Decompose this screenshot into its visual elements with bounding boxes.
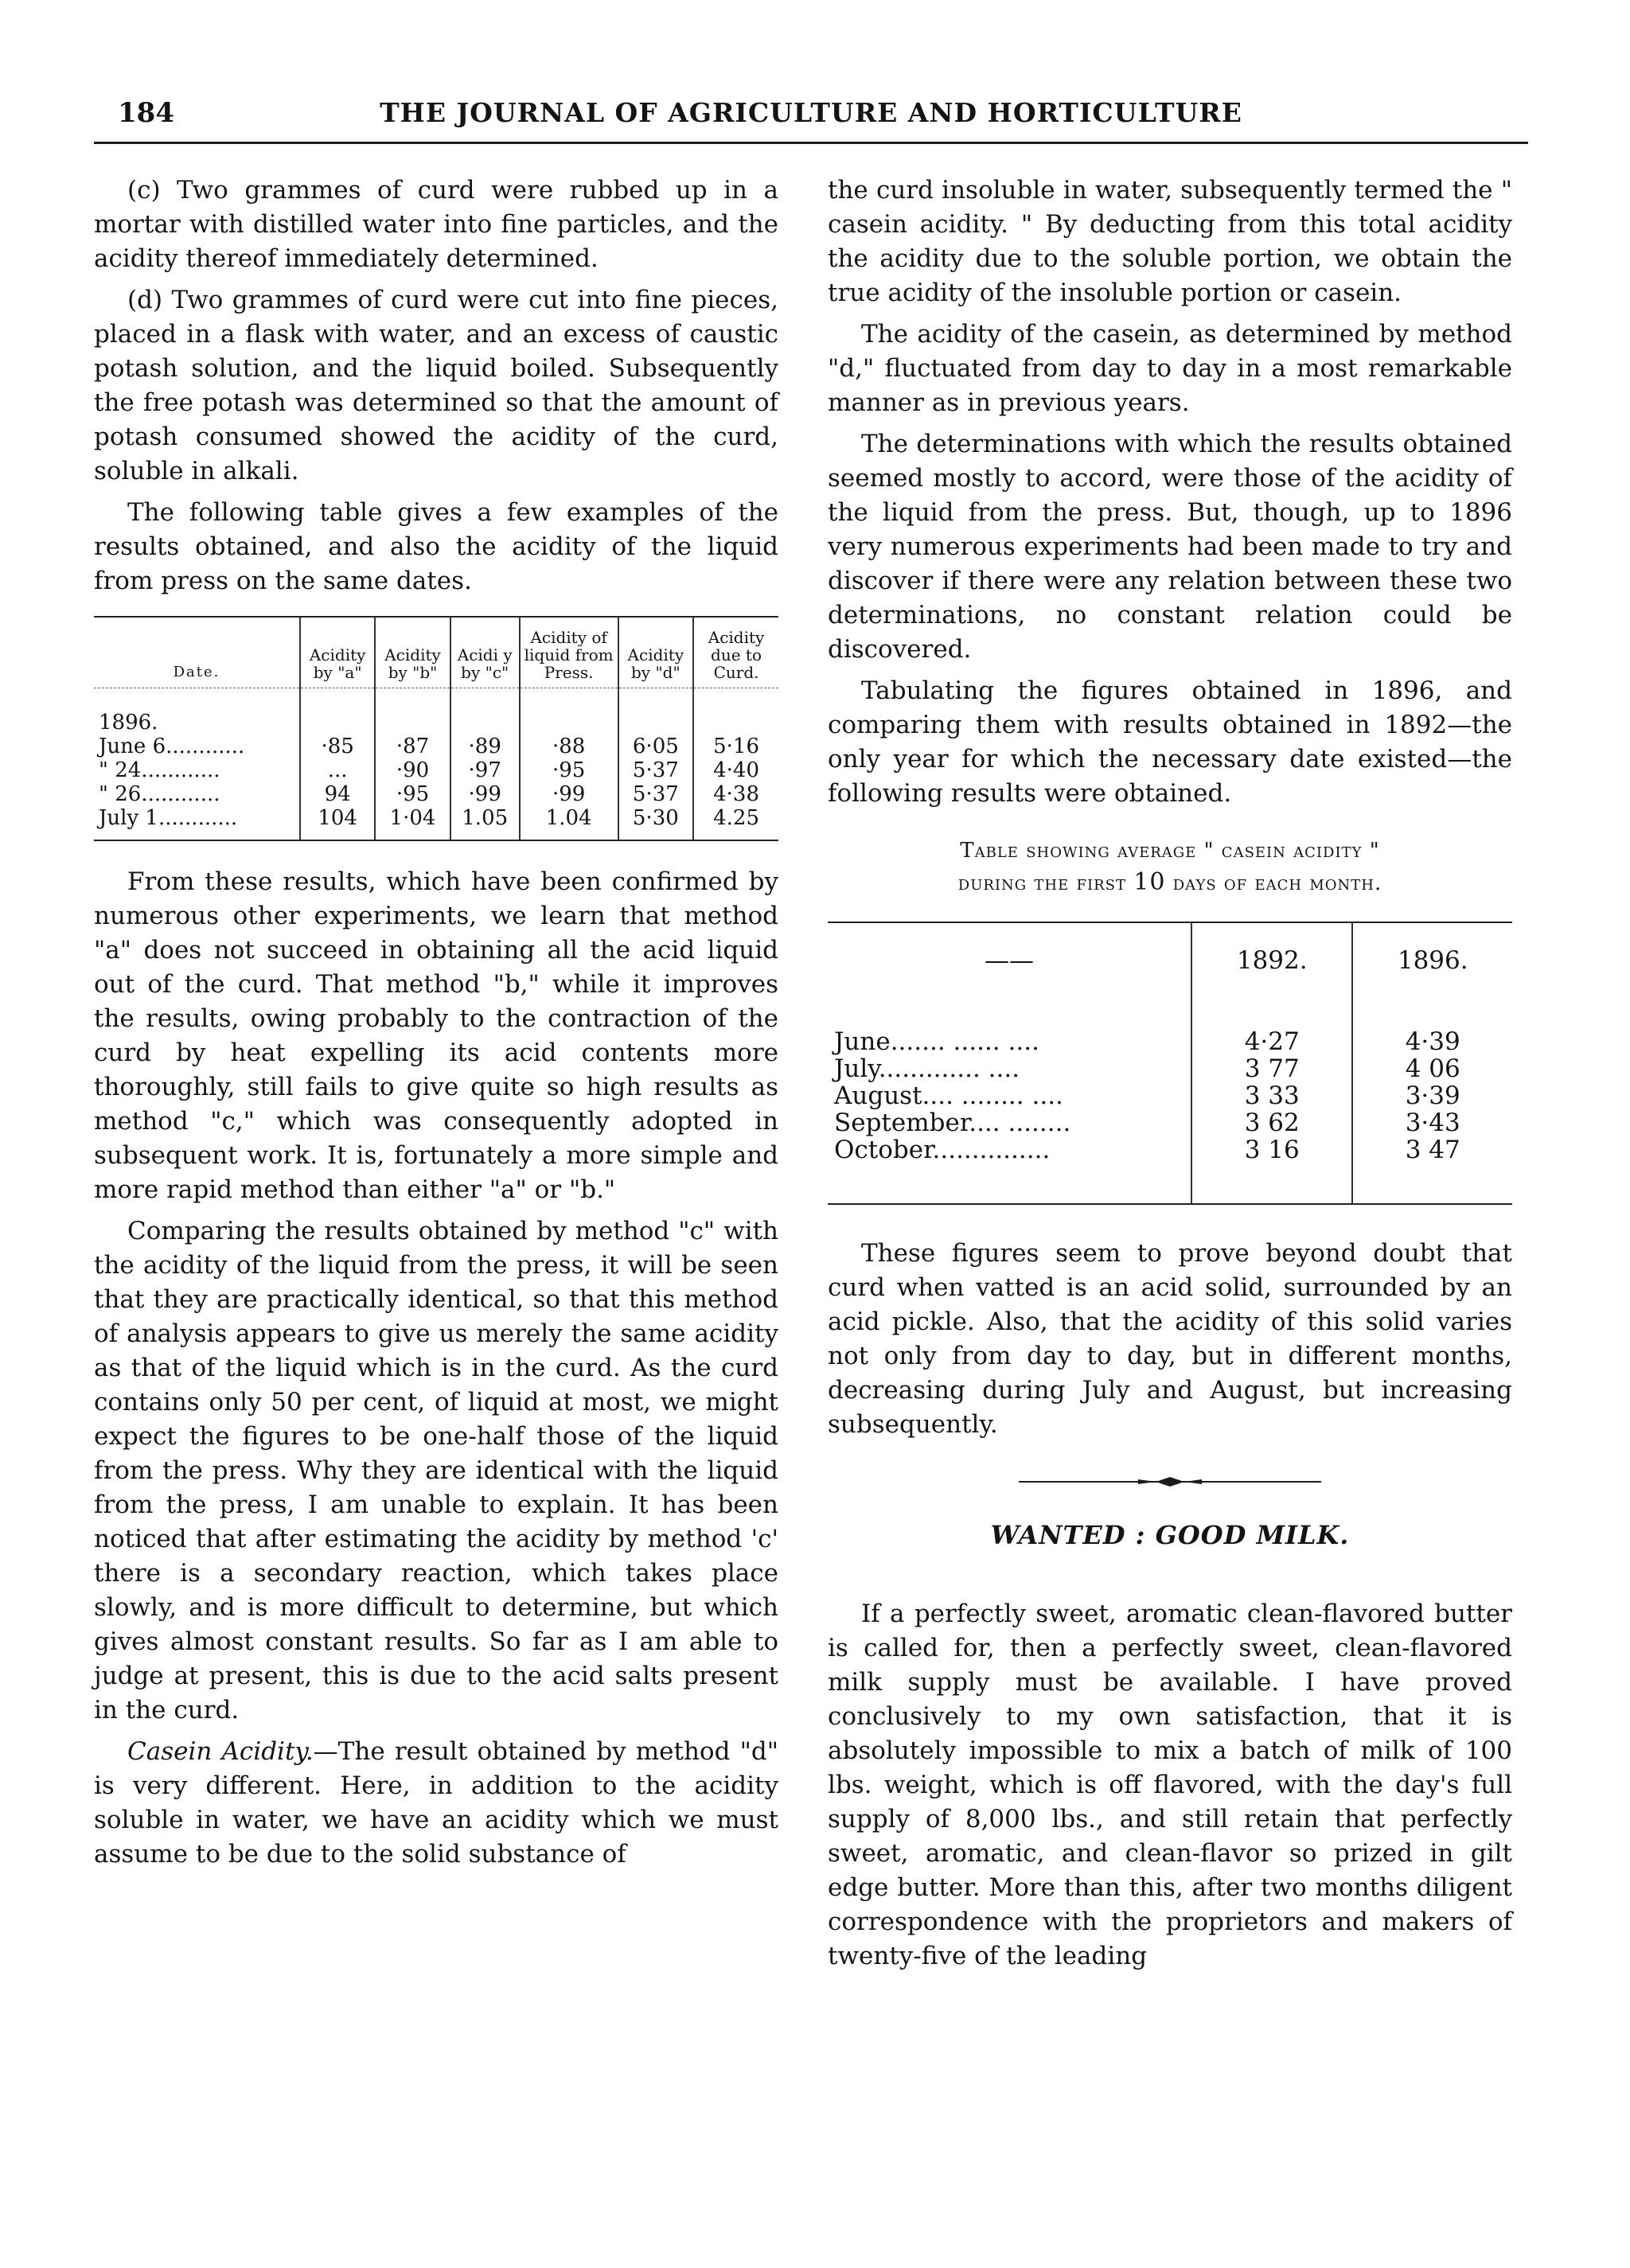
acidity-table-header: Acidity of liquid from Press. [520,618,618,688]
acidity-table-header: Acidi y by "c" [450,618,520,688]
table-cell: ·89 [450,735,520,758]
table-cell: ·85 [300,735,375,758]
acidity-table-header-row [94,618,778,688]
paragraph-continued: the curd insoluble in water, subsequently termed the " casein acidity. " By deducting from this total acidity the acidity due to the soluble portion, we obtain the true acidity of the insoluble portion or casein. [828,176,1512,307]
paragraph-casein-acidity [94,1735,778,1872]
table-cell: 4·39 [1352,1022,1512,1055]
table-row [828,1055,1512,1082]
paragraph-comparison: Comparing the results obtained by method "c" with the acidity of the liquid from the press, it will be seen that they are practically identical, so that this method of analysis appears to give us merely the same acidity as that of the liquid which is in the curd. As the curd contains only 50 per cent, of liquid at most, we might expect the figures to be one-half those of the liquid from the press. Why they are identical with the liquid from the press, I am unable to explain. It has been noticed that after estimating the acidity by method 'c' there is a secondary reaction, which takes place slowly, and is more difficult to determine, but which gives almost constant results. So far as I am able to judge at present, this is due to the acid salts present in the curd. [94,1217,778,1724]
table-row [94,806,778,840]
table-cell: July............. .... [834,1054,1020,1083]
page-number: 184 [118,97,174,129]
acidity-table-header: Acidity by "a" [300,618,375,688]
table-cell: 1.05 [450,806,520,840]
table-cell: 3 62 [1191,1109,1352,1136]
casein-table-header-row [828,923,1512,1022]
left-column [94,173,778,1879]
table-row [828,1136,1512,1203]
table-cell [693,688,778,735]
table-cell: 104 [300,806,375,840]
table-row [828,1109,1512,1136]
table-cell: 94 [300,782,375,806]
table-cell: " 26............ [99,782,220,806]
paragraph-tabulating: Tabulating the figures obtained in 1896, and comparing them with results obtained in 1892—the only year for which the necessary date existed—the following results were obtained. [828,676,1512,808]
table-cell: June....... ...... .... [834,1027,1039,1056]
table-cell: 4.25 [693,806,778,840]
casein-table-header: 1896. [1352,923,1512,1022]
table-cell [450,688,520,735]
table-row [94,758,778,782]
table-cell: ·87 [375,735,450,758]
casein-acidity-text: —The result obtained by method "d" is very different. Here, in addition to the acidity soluble in water, we have an acidity which we must assume to be due to the solid substance of [94,1737,778,1869]
table-cell: October............... [834,1136,1051,1164]
paragraph-determinations: The determinations with which the results obtained seemed mostly to accord, were those of the acidity of the liquid from the press. But, though, up to 1896 very numerous experiments had been made to try and discover if there were any relation between these two determinations, no constant relation could be discovered. [828,430,1512,664]
table-row [94,782,778,806]
table-cell: ·95 [520,758,618,782]
table-cell: 5·37 [618,758,693,782]
casein-acidity-label: Casein Acidity. [127,1737,314,1766]
casein-table-header: 1892. [1191,923,1352,1022]
table-cell: ·97 [450,758,520,782]
running-title: THE JOURNAL OF AGRICULTURE AND HORTICULTURE [380,97,1242,128]
acidity-table-frame [94,616,778,841]
casein-acidity-table [828,923,1512,1203]
page-header [94,97,1528,134]
title-text: days of each month. [1172,871,1382,895]
table-cell: 6·05 [618,735,693,758]
table-cell: ·90 [375,758,450,782]
paragraph-good-milk: If a perfectly sweet, aromatic clean-flavored butter is called for, then a perfectly sweet, clean-flavored milk supply must be available. I have proved conclusively to my own satisfaction, that it is absolutely impossible to mix a batch of milk of 100 lbs. weight, which is off flavored, with the day's full supply of 8,000 lbs., and still retain that perfectly sweet, aromatic, and clean-flavor so prized in gilt edge butter. More than this, after two months diligent correspondence with the proprietors and makers of twenty-five of the leading [828,1600,1512,1970]
table-cell: ... [300,758,375,782]
table-cell: " 24............ [99,758,220,782]
header-rule [94,142,1528,144]
casein-table-title-line2 [828,867,1512,899]
table-cell: ·88 [520,735,618,758]
table-cell [375,688,450,735]
table-cell: 3 33 [1191,1082,1352,1109]
table-cell: 1.04 [520,806,618,840]
table-cell: 5·37 [618,782,693,806]
table-row [94,735,778,758]
right-column [828,173,1512,1981]
acidity-table-header: Acidity by "b" [375,618,450,688]
paragraph-method-d: (d) Two grammes of curd were cut into fine pieces, placed in a flask with water, and an excess of caustic potash solution, and the liquid boiled. Subsequently the free potash was determined so that the amount of potash consumed showed the acidity of the curd, soluble in alkali. [94,286,778,485]
table-cell: 1·04 [375,806,450,840]
table-cell: 3 77 [1191,1055,1352,1082]
table-row [828,1022,1512,1055]
casein-table-title-line1: Table showing average " casein acidity " [960,839,1380,863]
ornament-divider [1019,1472,1321,1491]
table-cell [300,688,375,735]
table-cell: ·95 [375,782,450,806]
acidity-table-year-row [94,688,778,735]
paragraph-fluctuation: The acidity of the casein, as determined by method "d," fluctuated from day to day in a most remarkable manner as in previous years. [828,320,1512,417]
casein-table-header: —— [985,946,1034,975]
table-cell: ·99 [450,782,520,806]
acidity-table-year: 1896. [99,711,158,735]
table-cell: 4 06 [1352,1055,1512,1082]
table-cell [520,688,618,735]
table-cell: August.... ........ .... [834,1081,1063,1110]
acidity-table-header: Acidity by "d" [618,618,693,688]
title-number: 10 [1133,868,1166,896]
table-cell: July 1............ [99,806,238,830]
section-heading: WANTED : GOOD MILK. [990,1520,1350,1550]
table-cell: September.... ........ [834,1109,1071,1137]
table-row [828,1082,1512,1109]
table-cell: ·99 [520,782,618,806]
table-cell: June 6............ [99,735,245,758]
casein-table-title [828,835,1512,899]
acidity-table-header: Date. [94,618,300,688]
table-cell: 5·16 [693,735,778,758]
casein-table-frame [828,922,1512,1205]
title-text: during the first [957,871,1127,895]
table-cell [618,688,693,735]
paragraph-method-c: (c) Two grammes of curd were rubbed up in a mortar with distilled water into fine particles, and the acidity thereof immediately determined. [94,176,778,273]
paragraph-results-discussion: From these results, which have been confirmed by numerous other experiments, we learn that method "a" does not succeed in obtaining all the acid liquid out of the curd. That method "b," while it improves the results, owing probably to the contraction of the curd by heat expelling its acid contents more thoroughly, still fails to give quite so high results as method "c," which was consequently adopted in subsequent work. It is, fortunately a more simple and more rapid method than either "a" or "b." [94,867,778,1204]
table-cell: 3 16 [1191,1136,1352,1203]
table-cell: 5·30 [618,806,693,840]
table-cell: 4·38 [693,782,778,806]
table-cell: 3 47 [1352,1136,1512,1203]
paragraph-conclusion: These figures seem to prove beyond doubt that curd when vatted is an acid solid, surrounded by an acid pickle. Also, that the acidity of this solid varies not only from day to day, but in different months, decreasing during July and August, but increasing subsequently. [828,1239,1512,1439]
table-cell: 4·27 [1191,1022,1352,1055]
acidity-table [94,618,778,840]
paragraph-table-intro: The following table gives a few examples of the results obtained, and also the acidity of the liquid from press on the same dates. [94,498,778,595]
table-cell: 3·43 [1352,1109,1512,1136]
acidity-table-header: Acidity due to Curd. [693,618,778,688]
table-cell: 3·39 [1352,1082,1512,1109]
table-cell: 4·40 [693,758,778,782]
